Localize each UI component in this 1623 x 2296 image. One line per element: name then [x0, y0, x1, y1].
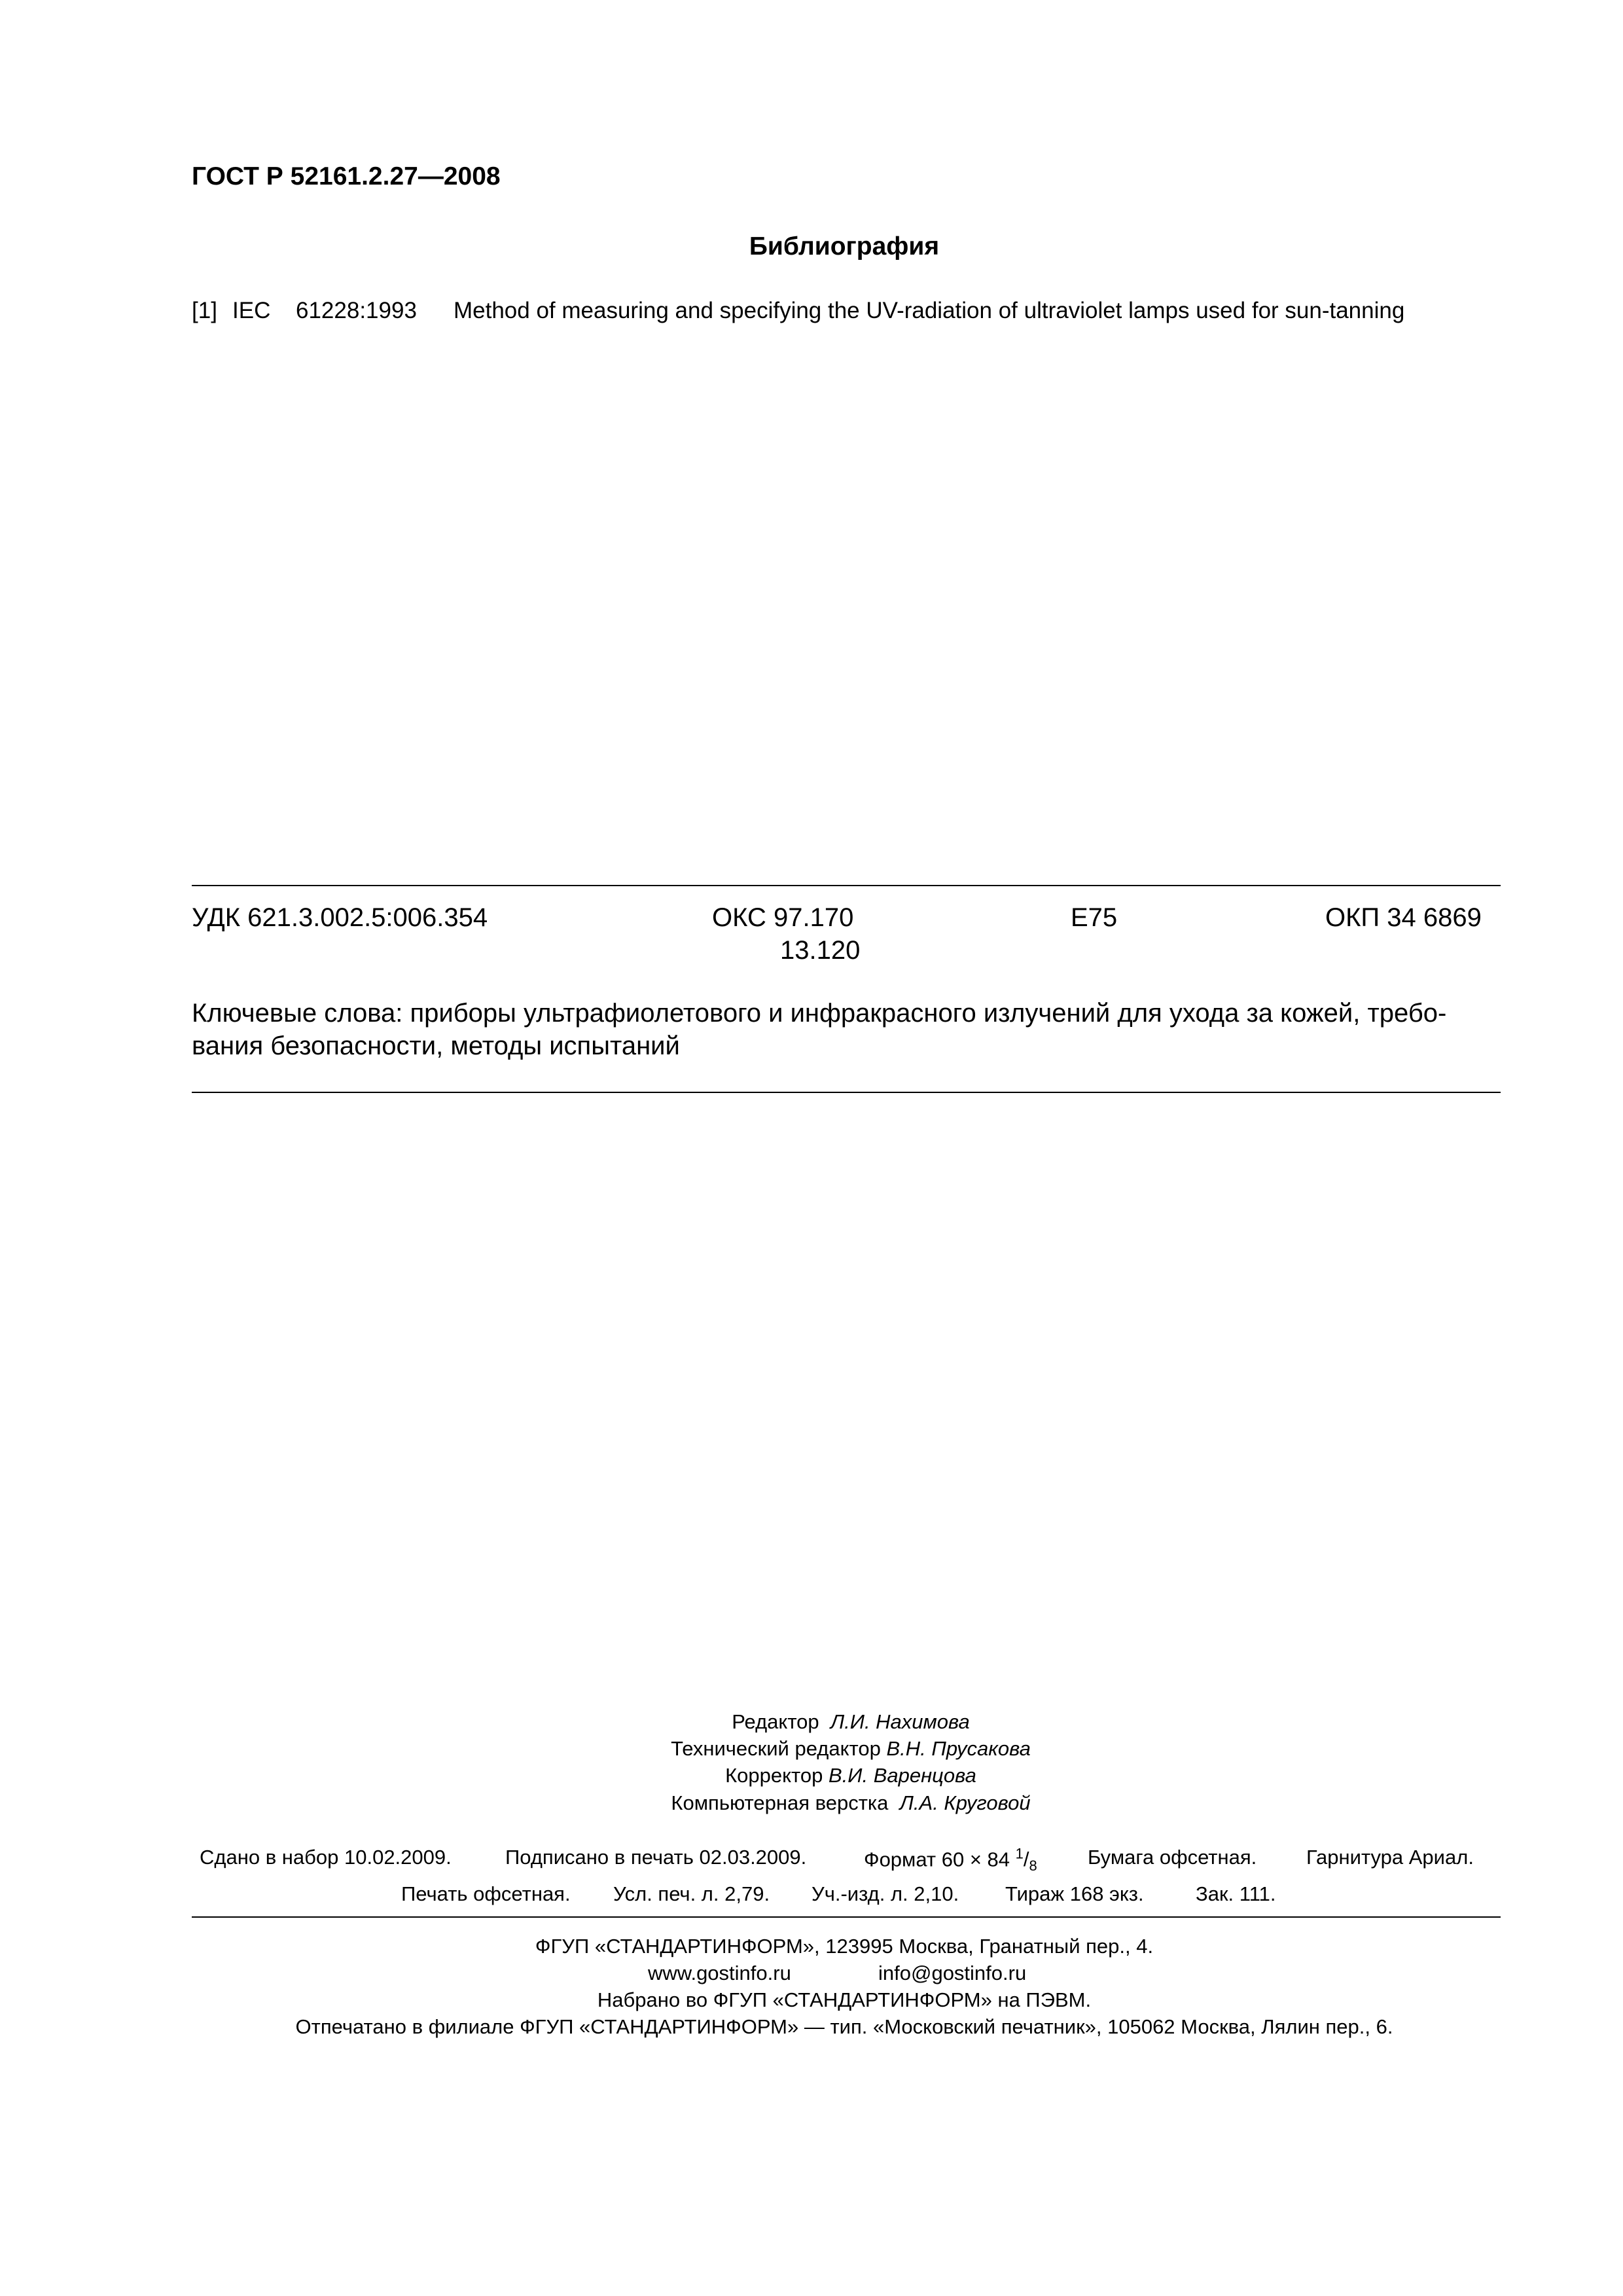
corrector-label: Корректор: [725, 1764, 823, 1787]
oks-code-2: 13.120: [780, 936, 861, 965]
group-code: Е75: [1071, 903, 1118, 932]
divider-middle: [192, 1092, 1501, 1093]
udk-code: УДК 621.3.002.5:006.354: [192, 903, 488, 932]
divider-bottom: [192, 1916, 1501, 1918]
format-numerator: 1: [1015, 1846, 1024, 1862]
divider-top: [192, 885, 1501, 886]
layout-label: Компьютерная верстка: [671, 1791, 889, 1814]
okp-code: ОКП 34 6869: [1325, 903, 1482, 932]
bib-code: 61228:1993: [296, 298, 417, 323]
paper-type: Бумага офсетная.: [1088, 1846, 1257, 1869]
print-sheets: Усл. печ. л. 2,79.: [613, 1882, 770, 1905]
credit-tech-editor: [0, 1737, 1623, 1761]
credit-corrector: [0, 1764, 1623, 1787]
credit-editor: [0, 1710, 1623, 1734]
keywords-line-2: вания безопасности, методы испытаний: [192, 1031, 680, 1060]
bib-number: [1]: [192, 298, 217, 323]
keywords-line-1: Ключевые слова: приборы ультрафиолетового и инфракрасного излучений для ухода за кожей, требо-: [192, 999, 1447, 1028]
bibliography-title: Библиография: [749, 232, 940, 260]
layout-name: Л.А. Круговой: [899, 1791, 1031, 1814]
publisher-address: ФГУП «СТАНДАРТИНФОРМ», 123995 Москва, Гранатный пер., 4.: [535, 1935, 1154, 1958]
editor-name: Л.И. Нахимова: [830, 1710, 970, 1733]
oks-code-1: ОКС 97.170: [712, 903, 854, 932]
format: [864, 1846, 1037, 1875]
bib-title: Method of measuring and specifying the UV-radiation of ultraviolet lamps used for sun-tanning: [454, 298, 1405, 323]
document-number: ГОСТ Р 52161.2.27—2008: [192, 162, 501, 190]
editor-label: Редактор: [732, 1710, 819, 1733]
email-link[interactable]: info@gostinfo.ru: [878, 1962, 1027, 1984]
format-label: Формат 60 × 84: [864, 1848, 1010, 1871]
website-link[interactable]: www.gostinfo.ru: [648, 1962, 791, 1984]
typeset-note: Набрано во ФГУП «СТАНДАРТИНФОРМ» на ПЭВМ.: [597, 1988, 1092, 2011]
circulation: Тираж 168 экз.: [1005, 1882, 1144, 1905]
printed-note: Отпечатано в филиале ФГУП «СТАНДАРТИНФОРМ» — тип. «Московский печатник», 105062 Москва, Лялин пер., 6.: [295, 2015, 1393, 2038]
order-number: Зак. 111.: [1196, 1882, 1276, 1905]
tech-editor-label: Технический редактор: [671, 1737, 881, 1760]
corrector-name: В.И. Варенцова: [829, 1764, 976, 1787]
bib-org: IEC: [232, 298, 271, 323]
submitted-date: Сдано в набор 10.02.2009.: [200, 1846, 452, 1869]
signed-date: Подписано в печать 02.03.2009.: [505, 1846, 807, 1869]
tech-editor-name: В.Н. Прусакова: [886, 1737, 1031, 1760]
keywords: [192, 997, 1507, 1062]
typeface: Гарнитура Ариал.: [1306, 1846, 1474, 1869]
format-fraction: $^1/_8$: [1015, 1846, 1037, 1874]
printing-type: Печать офсетная.: [401, 1882, 571, 1905]
format-denominator: 8: [1029, 1857, 1037, 1874]
credit-layout: [0, 1791, 1623, 1815]
pub-sheets: Уч.-изд. л. 2,10.: [812, 1882, 959, 1905]
